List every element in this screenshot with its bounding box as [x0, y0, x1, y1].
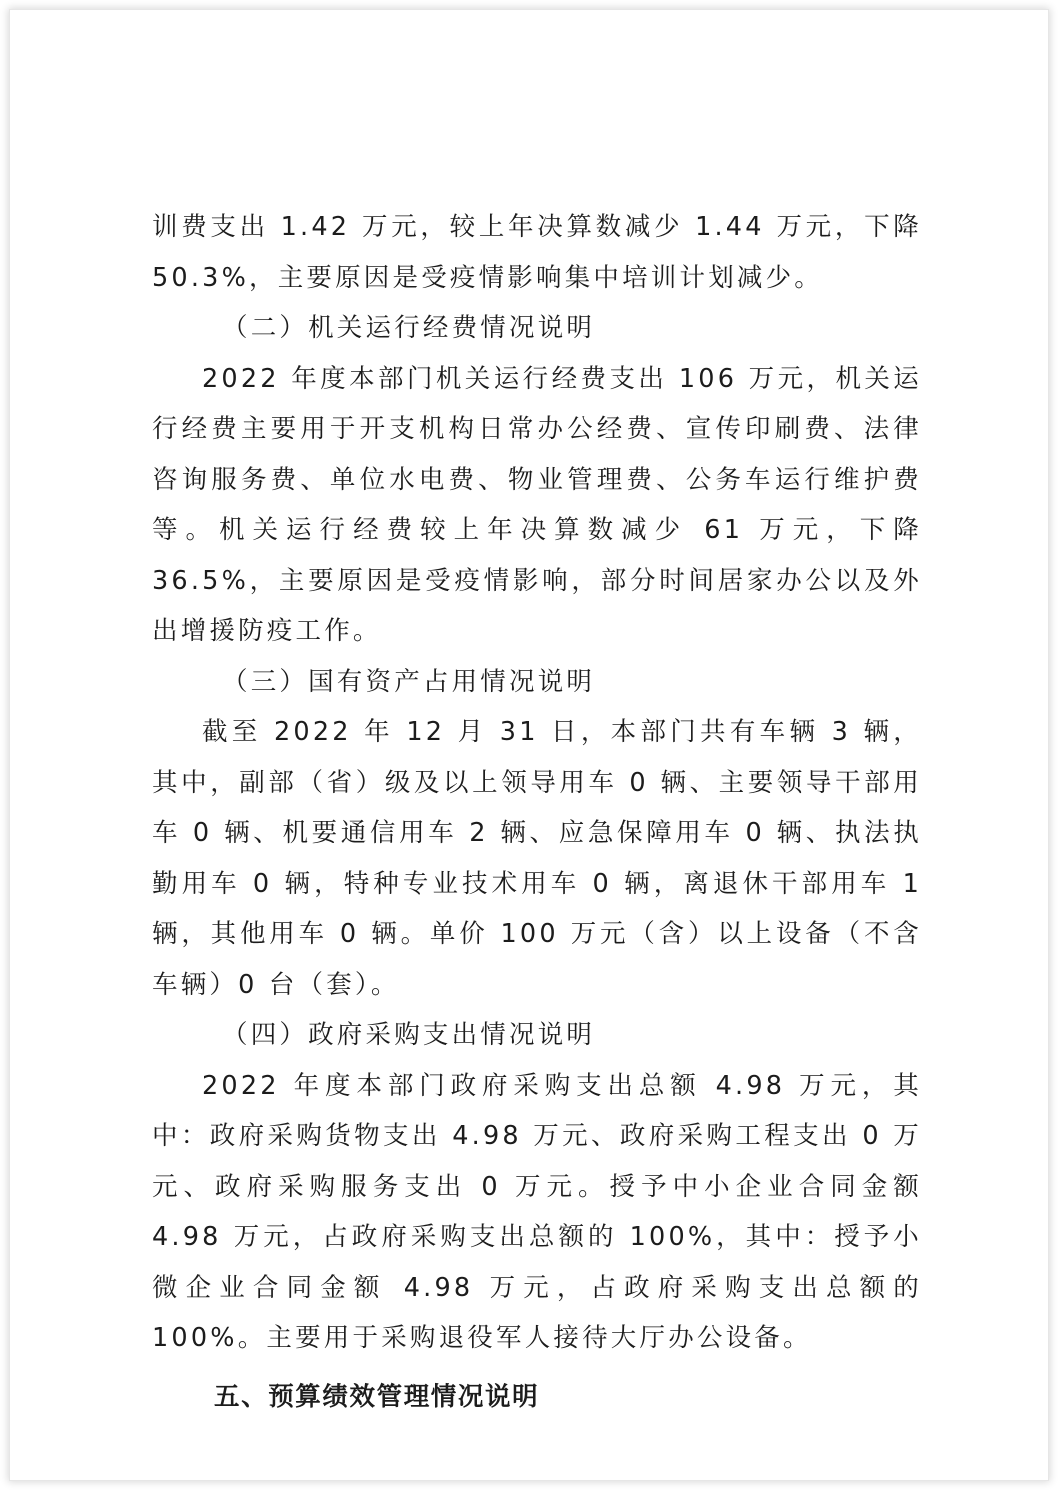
subheading-government-procurement: （四）政府采购支出情况说明: [222, 1020, 596, 1050]
document-page: [10, 10, 1048, 1480]
paragraph-state-assets: 截至 2022 年 12 月 31 日，本部门共有车辆 3 辆，其中，副部（省）级及以上领导用车 0 辆、主要领导干部用车 0 辆、机要通信用车 2 辆、应急保障用车 0 辆、执法执勤用车 0 辆，特种专业技术用车 0 辆，离退休干部用车 1 辆，其他用车 0 辆。单价 100 万元（含）以上设备（不含车辆）0 台（套）。: [152, 717, 922, 1000]
subheading-state-assets: （三）国有资产占用情况说明: [222, 666, 596, 697]
section-heading-performance-management: 五、预算绩效管理情况说明: [214, 1381, 540, 1412]
paragraph-operating-expenses: 2022 年度本部门机关运行经费支出 106 万元，机关运行经费主要用于开支机构日常办公经费、宣传印刷费、法律咨询服务费、单位水电费、物业管理费、公务车运行维护费等。机关运行经费较上年决算数减少 61 万元，下降 36.5%，主要原因是受疫情影响，部分时间居家办公以及外出增援防疫工作。: [152, 363, 922, 646]
paragraph-government-procurement: 2022 年度本部门政府采购支出总额 4.98 万元，其中：政府采购货物支出 4.98 万元、政府采购工程支出 0 万元、政府采购服务支出 0 万元。授予中小企业合同金额 4.98 万元，占政府采购支出总额的 100%，其中：授予小微企业合同金额 4.98 万元，占政府采购支出总额的 100%。主要用于采购退役军人接待大厅办公设备。: [152, 1070, 922, 1353]
document-body: [152, 202, 922, 1422]
subheading-operating-expenses: （二）机关运行经费情况说明: [222, 313, 596, 343]
paragraph-training-expense: 训费支出 1.42 万元，较上年决算数减少 1.44 万元，下降 50.3%，主要原因是受疫情影响集中培训计划减少。: [152, 212, 922, 293]
